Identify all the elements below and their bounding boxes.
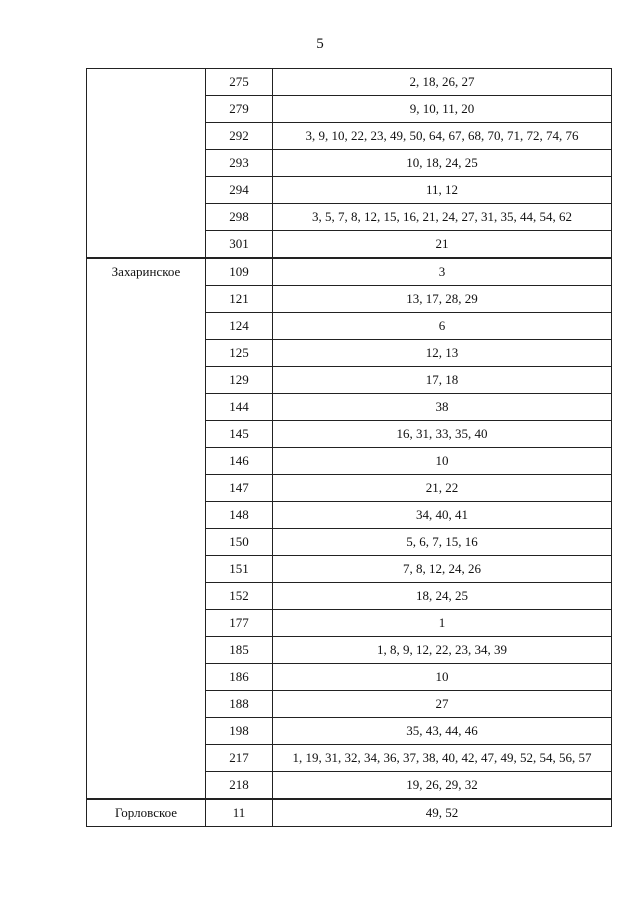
quarter-number: 145 — [206, 421, 273, 448]
plot-numbers: 13, 17, 28, 29 — [273, 286, 612, 313]
plot-numbers: 2, 18, 26, 27 — [273, 69, 612, 96]
quarter-number: 293 — [206, 150, 273, 177]
plot-numbers: 3, 5, 7, 8, 12, 15, 16, 21, 24, 27, 31, 35, 44, 54, 62 — [273, 204, 612, 231]
plot-numbers: 9, 10, 11, 20 — [273, 96, 612, 123]
quarter-number: 198 — [206, 718, 273, 745]
plot-numbers: 1, 8, 9, 12, 22, 23, 34, 39 — [273, 637, 612, 664]
table-body — [87, 69, 612, 827]
district-cell — [87, 799, 206, 827]
quarter-number: 129 — [206, 367, 273, 394]
plot-numbers: 18, 24, 25 — [273, 583, 612, 610]
plot-numbers: 38 — [273, 394, 612, 421]
plot-numbers: 10 — [273, 448, 612, 475]
plot-numbers: 27 — [273, 691, 612, 718]
quarter-number: 144 — [206, 394, 273, 421]
plot-numbers: 21, 22 — [273, 475, 612, 502]
plot-numbers: 1 — [273, 610, 612, 637]
plot-numbers: 3, 9, 10, 22, 23, 49, 50, 64, 67, 68, 70, 71, 72, 74, 76 — [273, 123, 612, 150]
plot-numbers: 16, 31, 33, 35, 40 — [273, 421, 612, 448]
quarter-number: 148 — [206, 502, 273, 529]
quarter-number: 147 — [206, 475, 273, 502]
plot-numbers: 35, 43, 44, 46 — [273, 718, 612, 745]
quarter-number: 146 — [206, 448, 273, 475]
quarter-number: 185 — [206, 637, 273, 664]
plot-numbers: 21 — [273, 231, 612, 259]
quarter-number: 125 — [206, 340, 273, 367]
plot-numbers: 5, 6, 7, 15, 16 — [273, 529, 612, 556]
quarter-number: 218 — [206, 772, 273, 800]
table-row — [87, 69, 612, 96]
table-row — [87, 799, 612, 827]
quarter-number: 11 — [206, 799, 273, 827]
quarter-number: 152 — [206, 583, 273, 610]
plot-numbers: 7, 8, 12, 24, 26 — [273, 556, 612, 583]
plot-numbers: 17, 18 — [273, 367, 612, 394]
plot-numbers: 49, 52 — [273, 799, 612, 827]
quarter-number: 275 — [206, 69, 273, 96]
quarter-number: 186 — [206, 664, 273, 691]
quarter-number: 294 — [206, 177, 273, 204]
quarter-number: 292 — [206, 123, 273, 150]
district-name: Захаринское — [111, 264, 181, 279]
quarter-number: 217 — [206, 745, 273, 772]
quarter-number: 124 — [206, 313, 273, 340]
plot-numbers: 11, 12 — [273, 177, 612, 204]
plot-numbers: 10 — [273, 664, 612, 691]
quarter-number: 109 — [206, 258, 273, 286]
plot-numbers: 6 — [273, 313, 612, 340]
plot-numbers: 19, 26, 29, 32 — [273, 772, 612, 800]
quarter-number: 301 — [206, 231, 273, 259]
plot-numbers: 10, 18, 24, 25 — [273, 150, 612, 177]
plot-numbers: 12, 13 — [273, 340, 612, 367]
plot-numbers: 1, 19, 31, 32, 34, 36, 37, 38, 40, 42, 47, 49, 52, 54, 56, 57 — [273, 745, 612, 772]
quarter-number: 151 — [206, 556, 273, 583]
page-number: 5 — [316, 36, 324, 52]
quarter-number: 121 — [206, 286, 273, 313]
district-cell — [87, 258, 206, 799]
quarter-number: 177 — [206, 610, 273, 637]
quarter-number: 188 — [206, 691, 273, 718]
forestry-quarters-table — [86, 68, 612, 827]
district-name: Горловское — [114, 805, 178, 820]
table-row — [87, 258, 612, 286]
quarter-number: 150 — [206, 529, 273, 556]
district-cell — [87, 69, 206, 259]
plot-numbers: 34, 40, 41 — [273, 502, 612, 529]
plot-numbers: 3 — [273, 258, 612, 286]
quarter-number: 298 — [206, 204, 273, 231]
quarter-number: 279 — [206, 96, 273, 123]
